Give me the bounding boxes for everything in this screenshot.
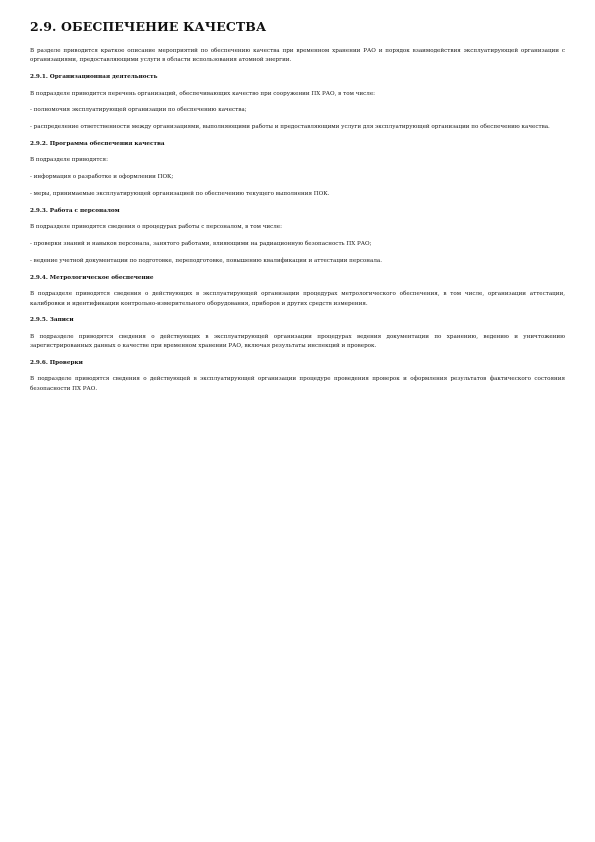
page-title: 2.9. ОБЕСПЕЧЕНИЕ КАЧЕСТВА — [30, 19, 267, 34]
section-heading: 2.9.3. Работа с персоналом — [30, 207, 120, 214]
section-paragraph: В подразделе приводятся: — [30, 157, 108, 164]
section-heading: 2.9.5. Записи — [30, 317, 74, 324]
section-paragraph: В подразделе приводятся сведения о процедурах работы с персоналом, в том числе: — [30, 224, 283, 231]
section-2-9-5 — [30, 316, 565, 351]
section-list-item: - полномочия эксплуатирующей организации по обеспечению качества; — [30, 107, 247, 114]
section-2-9-1 — [30, 73, 565, 132]
section-list-item: - распределение ответственности между организациями, выполняющими работы и предоставляющими услуги для эксплуатирующей организации по обеспечению качества. — [30, 124, 550, 131]
section-heading: 2.9.1. Организационная деятельность — [30, 74, 158, 81]
section-paragraph: В подразделе приводятся сведения о действующих в эксплуатирующей организации процедурах ведения документации по хранению, ведению и уничтожению зарегистрированных данных о качестве при временном хранении РАО, включая результаты инспекций и проверок. — [30, 333, 565, 350]
intro-paragraph: В разделе приводится краткое описание мероприятий по обеспечению качества при временном хранении РАО и порядок взаимодействия эксплуатирующей организации с организациями, предоставляющими услуги в области использования атомной энергии. — [30, 48, 565, 64]
section-list-item: - проверки знаний и навыков персонала, занятого работами, влияющими на радиационную безопасность ПХ РАО; — [30, 241, 372, 248]
section-list-item: - ведение учетной документации по подготовке, переподготовке, повышению квалификации и аттестации персонала. — [30, 257, 383, 264]
document-page — [30, 19, 565, 401]
section-heading: 2.9.4. Метрологическое обеспечение — [30, 274, 154, 281]
section-2-9-3 — [30, 207, 565, 266]
section-paragraph: В подразделе приводятся сведения о действующей в эксплуатирующей организации процедуре проведения проверок и оформления результатов фактического состояния безопасности ПХ РАО. — [30, 376, 565, 392]
section-2-9-2 — [30, 140, 565, 199]
section-heading: 2.9.6. Проверки — [30, 359, 83, 366]
section-heading: 2.9.2. Программа обеспечения качества — [30, 140, 165, 147]
section-2-9-4 — [30, 274, 565, 309]
section-paragraph: В подразделе приводится перечень организаций, обеспечивающих качество при сооружении ПХ РАО, в том числе: — [30, 90, 376, 97]
section-list-item: - меры, принимаемые эксплуатирующей организацией по обеспечению текущего выполнения ПОК. — [30, 191, 330, 198]
section-2-9-6 — [30, 359, 565, 394]
section-list-item: - информация о разработке и оформлении ПОК; — [30, 174, 174, 181]
section-paragraph: В подразделе приводятся сведения о действующих в эксплуатирующей организации процедурах метрологического обеспечения, в том числе, организации аттестации, калибровки и идентификации контрольно-измерительного оборудования, приборов и других средств измерения. — [30, 291, 565, 307]
